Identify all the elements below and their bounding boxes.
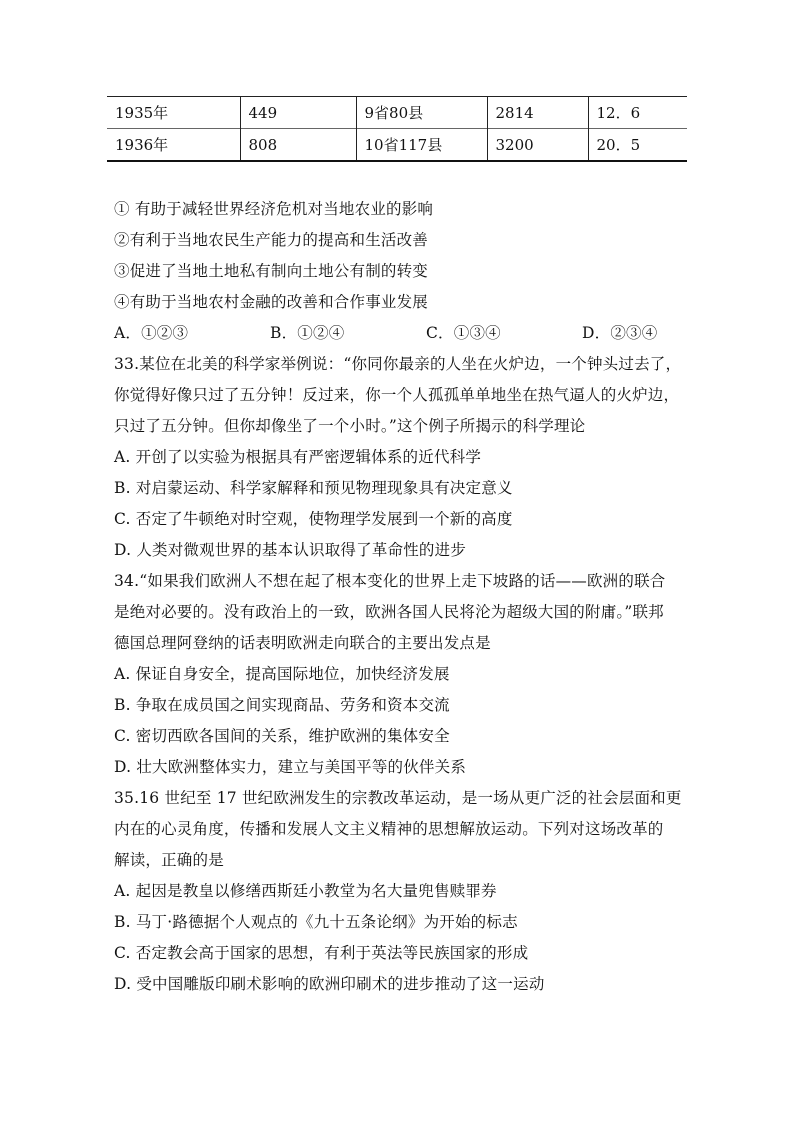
question-33 <box>114 349 686 566</box>
table-cell: 12．6 <box>588 97 687 129</box>
question-32 <box>114 194 686 349</box>
choice-d: D．②③④ <box>582 324 658 342</box>
question-stem-line: 35.16 世纪至 17 世纪欧洲发生的宗教改革运动，是一场从更广泛的社会层面和更 <box>114 789 682 807</box>
statement-1: ① 有助于减轻世界经济危机对当地农业的影响 <box>114 200 434 218</box>
option-d: D. 人类对微观世界的基本认识取得了革命性的进步 <box>114 541 467 559</box>
table-cell: 2814 <box>487 97 588 129</box>
table-row <box>107 97 687 129</box>
option-c: C. 密切西欧各国间的关系，维护欧洲的集体安全 <box>114 727 450 745</box>
option-d: D. 受中国雕版印刷术影响的欧洲印刷术的进步推动了这一运动 <box>114 975 545 993</box>
table-cell-year: 1936年 <box>107 129 240 162</box>
question-stem-line: 34.“如果我们欧洲人不想在起了根本变化的世界上走下坡路的话——欧洲的联合 <box>114 572 666 590</box>
data-table <box>107 96 687 162</box>
question-stem-line: 33.某位在北美的科学家举例说：“你同你最亲的人坐在火炉边，一个钟头过去了， <box>114 355 682 373</box>
table-cell-region: 9省80县 <box>356 97 487 129</box>
option-d: D. 壮大欧洲整体实力，建立与美国平等的伙伴关系 <box>114 758 467 776</box>
question-34 <box>114 566 686 783</box>
statement-3: ③促进了当地土地私有制向土地公有制的转变 <box>114 262 429 280</box>
table-cell-region: 10省117县 <box>356 129 487 162</box>
question-stem-line: 德国总理阿登纳的话表明欧洲走向联合的主要出发点是 <box>114 634 491 652</box>
question-stem-line: 内在的心灵角度，传播和发展人文主义精神的思想解放运动。下列对这场改革的 <box>114 820 664 838</box>
table-cell: 20．5 <box>588 129 687 162</box>
choice-a: A．①②③ <box>114 324 189 342</box>
question-stem-line: 解读，正确的是 <box>114 851 224 869</box>
table-row <box>107 129 687 162</box>
statement-4: ④有助于当地农村金融的改善和合作事业发展 <box>114 293 429 311</box>
table-cell: 3200 <box>487 129 588 162</box>
questions-body <box>114 194 686 1000</box>
statement-2: ②有利于当地农民生产能力的提高和生活改善 <box>114 231 429 249</box>
option-c: C. 否定了牛顿绝对时空观，使物理学发展到一个新的高度 <box>114 510 513 528</box>
choice-row <box>114 318 686 349</box>
question-35 <box>114 783 686 1000</box>
option-b: B. 对启蒙运动、科学家解释和预见物理现象具有决定意义 <box>114 479 513 497</box>
option-a: A. 起因是教皇以修缮西斯廷小教堂为名大量兜售赎罪券 <box>114 882 497 900</box>
choice-c: C．①③④ <box>426 324 501 342</box>
option-a: A. 保证自身安全，提高国际地位，加快经济发展 <box>114 665 450 683</box>
table-cell: 808 <box>240 129 356 162</box>
option-c: C. 否定教会高于国家的思想，有利于英法等民族国家的形成 <box>114 944 529 962</box>
question-stem-line: 是绝对必要的。没有政治上的一致，欧洲各国人民将沦为超级大国的附庸。”联邦 <box>114 603 664 621</box>
table-cell: 449 <box>240 97 356 129</box>
option-a: A. 开创了以实验为根据具有严密逻辑体系的近代科学 <box>114 448 482 466</box>
question-stem-line: 只过了五分钟。但你却像坐了一个小时。”这个例子所揭示的科学理论 <box>114 417 586 435</box>
table-cell-year: 1935年 <box>107 97 240 129</box>
question-stem-line: 你觉得好像只过了五分钟！反过来，你一个人孤孤单单地坐在热气逼人的火炉边， <box>114 386 680 404</box>
option-b: B. 争取在成员国之间实现商品、劳务和资本交流 <box>114 696 450 714</box>
option-b: B. 马丁·路德据个人观点的《九十五条论纲》为开始的标志 <box>114 913 518 931</box>
choice-b: B．①②④ <box>270 324 345 342</box>
